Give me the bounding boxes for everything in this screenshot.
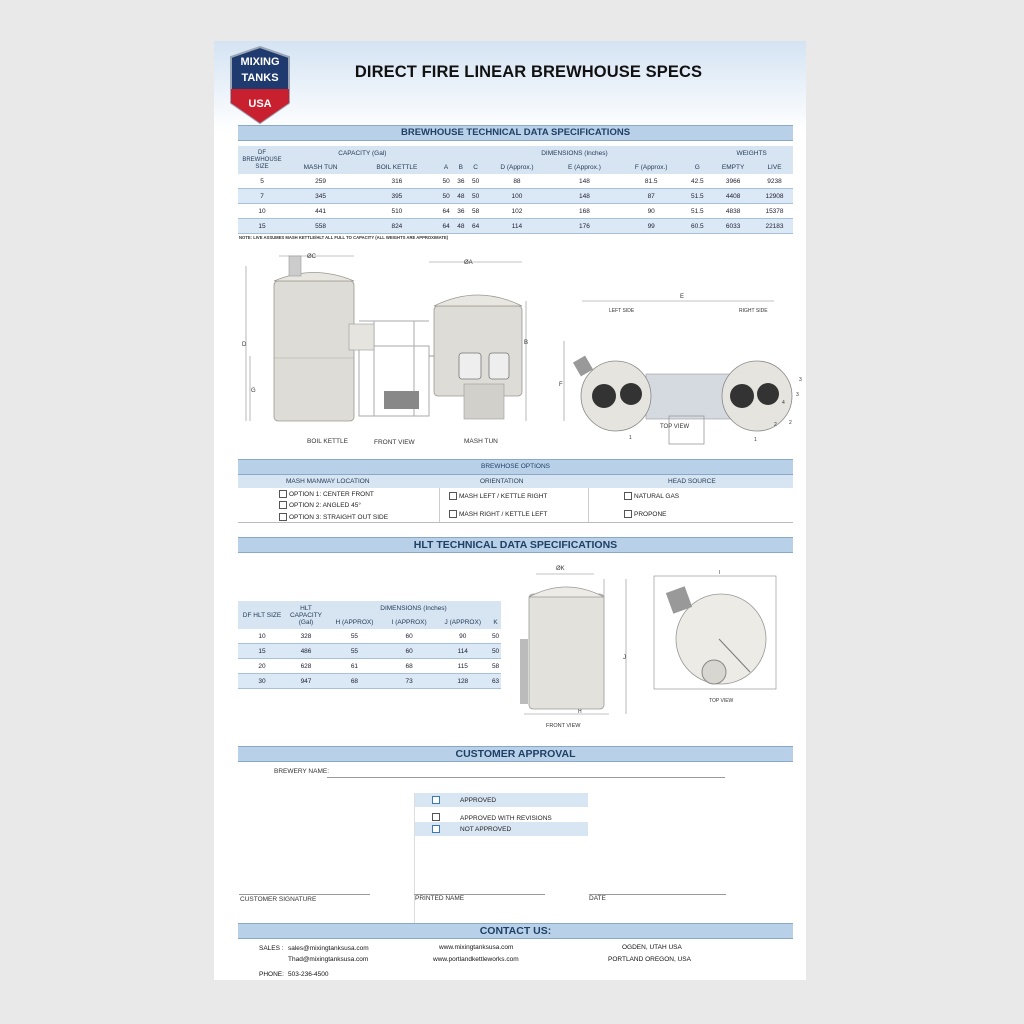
date-line[interactable]: [589, 894, 726, 895]
table-cell: 4838: [710, 204, 756, 219]
not-approved-option[interactable]: NOT APPROVED: [432, 825, 511, 833]
brewhouse-column-header: D (Approx.): [483, 160, 551, 174]
port-4: 4: [782, 400, 785, 406]
heat-option-2[interactable]: PROPONE: [624, 510, 667, 518]
table-cell: 50: [468, 174, 483, 189]
table-cell: 824: [355, 219, 439, 234]
dim-c-label: ØC: [307, 254, 316, 260]
table-cell: 50: [490, 629, 501, 644]
phone-number[interactable]: 503-236-4500: [288, 971, 329, 978]
brewhouse-column-header: MASH TUN: [286, 160, 355, 174]
col-dimensions-group: DIMENSIONS (Inches): [439, 146, 711, 160]
table-cell: 102: [483, 204, 551, 219]
table-cell: 55: [326, 644, 383, 659]
table-cell: 15: [238, 219, 286, 234]
top-view-caption: TOP VIEW: [660, 424, 690, 430]
table-cell: 259: [286, 174, 355, 189]
document-title: DIRECT FIRE LINEAR BREWHOUSE SPECS: [354, 63, 703, 81]
table-row: [238, 659, 501, 674]
dim-e-label: E: [680, 294, 685, 300]
brewhouse-column-header: G: [684, 160, 710, 174]
table-cell: 947: [286, 674, 326, 689]
port-3b: 3: [799, 377, 802, 383]
thad-email[interactable]: Thad@mixingtanksusa.com: [288, 956, 369, 963]
checkbox-icon[interactable]: [279, 501, 287, 509]
table-cell: 63: [490, 674, 501, 689]
brewhouse-column-header: LIVE: [756, 160, 793, 174]
table-cell: 22183: [756, 219, 793, 234]
table-cell: 10: [238, 204, 286, 219]
signature-line[interactable]: [239, 894, 370, 895]
table-cell: 3966: [710, 174, 756, 189]
table-cell: 61: [326, 659, 383, 674]
hlt-column-header: I (APPROX): [383, 615, 436, 629]
table-cell: 55: [326, 629, 383, 644]
checkbox-icon[interactable]: [624, 510, 632, 518]
brewhouse-table: [238, 146, 793, 234]
table-cell: 60.5: [684, 219, 710, 234]
table-cell: 115: [435, 659, 490, 674]
table-cell: 90: [435, 629, 490, 644]
table-cell: 12908: [756, 189, 793, 204]
website-2[interactable]: www.portlandkettleworks.com: [433, 956, 519, 963]
dim-a-label: ØA: [464, 260, 473, 266]
table-cell: 168: [551, 204, 618, 219]
dim-j-label: J: [623, 655, 626, 661]
table-cell: 6033: [710, 219, 756, 234]
logo-line3: USA: [248, 98, 272, 110]
brewhouse-heading: BREWHOUSE TECHNICAL DATA SPECIFICATIONS: [238, 125, 793, 141]
brewhouse-note: NOTE: LIVE ASSUMES MASH KETTLE/HLT ALL FULL TO CAPACITY (ALL WEIGHTS ARE APPROXIMATE): [239, 235, 449, 240]
heat-option-1[interactable]: NATURAL GAS: [624, 492, 679, 500]
table-cell: 73: [383, 674, 436, 689]
brewhouse-column-header: EMPTY: [710, 160, 756, 174]
manway-option-2[interactable]: OPTION 2: ANGLED 45°: [279, 501, 361, 509]
col-hlt-size: DF HLT SIZE: [238, 601, 286, 629]
right-side-caption: RIGHT SIDE: [739, 308, 768, 314]
table-cell: 68: [383, 659, 436, 674]
hlt-drawing: [514, 559, 794, 734]
location-1: OGDEN, UTAH USA: [622, 944, 682, 951]
port-1b: 1: [754, 437, 757, 443]
hlt-top-caption: TOP VIEW: [709, 698, 734, 704]
dim-k-label: ØK: [556, 566, 565, 572]
table-cell: 328: [286, 629, 326, 644]
boil-kettle-caption: BOIL KETTLE: [307, 438, 348, 445]
table-row: [238, 644, 501, 659]
approved-option[interactable]: APPROVED: [432, 796, 496, 804]
table-cell: 20: [238, 659, 286, 674]
table-cell: 50: [439, 174, 454, 189]
dim-h-label: H: [578, 709, 582, 715]
manway-option-3[interactable]: OPTION 3: STRAIGHT OUT SIDE: [279, 513, 388, 521]
col-hlt-capacity: HLT CAPACITY (Gal): [286, 601, 326, 629]
orientation-option-1[interactable]: MASH LEFT / KETTLE RIGHT: [449, 492, 547, 500]
table-cell: 5: [238, 174, 286, 189]
logo-line2: TANKS: [241, 72, 279, 84]
brewhouse-column-header: BOIL KETTLE: [355, 160, 439, 174]
table-cell: 628: [286, 659, 326, 674]
table-cell: 510: [355, 204, 439, 219]
checkbox-icon[interactable]: [279, 490, 287, 498]
table-row: [238, 189, 793, 204]
left-side-caption: LEFT SIDE: [609, 308, 635, 314]
logo-line1: MIXING: [240, 56, 280, 68]
manway-option-1[interactable]: OPTION 1: CENTER FRONT: [279, 490, 374, 498]
checkbox-icon[interactable]: [279, 513, 287, 521]
dim-b-label: B: [524, 340, 529, 346]
sales-label: SALES :: [259, 945, 284, 952]
hlt-table: [238, 601, 501, 689]
brewery-name-field[interactable]: [327, 777, 725, 778]
table-cell: 36: [453, 204, 468, 219]
table-cell: 558: [286, 219, 355, 234]
approved-revisions-option[interactable]: APPROVED WITH REVISIONS: [432, 811, 552, 822]
checkbox-icon[interactable]: [624, 492, 632, 500]
dim-f-label: F: [559, 382, 563, 388]
table-cell: 64: [439, 219, 454, 234]
table-cell: 441: [286, 204, 355, 219]
mash-tun-shape: [434, 306, 522, 396]
hlt-column-header: K: [490, 615, 501, 629]
hlt-column-header: J (APPROX): [435, 615, 490, 629]
table-cell: 486: [286, 644, 326, 659]
brewhouse-drawing: [234, 246, 802, 451]
options-heading: BREWHOSE OPTIONS: [238, 459, 793, 475]
approval-heading: CUSTOMER APPROVAL: [238, 746, 793, 762]
table-cell: 36: [453, 174, 468, 189]
mash-tun-caption: MASH TUN: [464, 438, 498, 445]
table-cell: 15378: [756, 204, 793, 219]
dim-d-label: D: [242, 342, 247, 348]
mixing-tanks-logo: [229, 45, 291, 125]
table-cell: 58: [468, 204, 483, 219]
table-cell: 60: [383, 644, 436, 659]
table-cell: 395: [355, 189, 439, 204]
table-cell: 176: [551, 219, 618, 234]
table-cell: 128: [435, 674, 490, 689]
table-cell: 60: [383, 629, 436, 644]
dim-g-label: G: [251, 388, 256, 394]
table-row: [238, 219, 793, 234]
table-cell: 316: [355, 174, 439, 189]
checkbox-icon[interactable]: [432, 825, 440, 833]
table-cell: 30: [238, 674, 286, 689]
port-2: 2: [774, 422, 777, 428]
checkbox-icon[interactable]: [449, 492, 457, 500]
table-cell: 10: [238, 629, 286, 644]
table-cell: 15: [238, 644, 286, 659]
sales-email[interactable]: sales@mixingtanksusa.com: [288, 945, 369, 952]
table-cell: 87: [618, 189, 684, 204]
brewhouse-column-header: C: [468, 160, 483, 174]
checkbox-icon[interactable]: [432, 796, 440, 804]
table-cell: 42.5: [684, 174, 710, 189]
table-cell: 345: [286, 189, 355, 204]
table-row: [238, 174, 793, 189]
col-brewhouse-size: DF BREWHOUSE SIZE: [238, 146, 286, 174]
table-cell: 50: [468, 189, 483, 204]
brewhouse-column-header: A: [439, 160, 454, 174]
boil-kettle-shape: [274, 281, 354, 421]
table-cell: 64: [439, 204, 454, 219]
checkbox-icon[interactable]: [449, 510, 457, 518]
col-capacity-group: CAPACITY (Gal): [286, 146, 439, 160]
table-cell: 9238: [756, 174, 793, 189]
table-cell: 48: [453, 189, 468, 204]
table-cell: 114: [483, 219, 551, 234]
heat-column: HEAD SOURCE: [668, 478, 716, 485]
website-1[interactable]: www.mixingtanksusa.com: [439, 944, 514, 951]
table-cell: 148: [551, 174, 618, 189]
table-row: [238, 629, 501, 644]
location-2: PORTLAND OREGON, USA: [608, 956, 691, 963]
manway-column: MASH MANWAY LOCATION: [286, 478, 370, 485]
table-cell: 50: [439, 189, 454, 204]
printed-name-label: PRINTED NAME: [415, 895, 465, 902]
table-cell: 51.5: [684, 189, 710, 204]
options-column-header: [238, 475, 793, 488]
hlt-front-caption: FRONT VIEW: [546, 723, 581, 729]
brewhouse-column-header: F (Approx.): [618, 160, 684, 174]
table-cell: 148: [551, 189, 618, 204]
hlt-heading: HLT TECHNICAL DATA SPECIFICATIONS: [238, 537, 793, 553]
table-cell: 4408: [710, 189, 756, 204]
port-1: 1: [629, 435, 632, 441]
port-3: 3: [796, 392, 799, 398]
front-view-caption: FRONT VIEW: [374, 439, 415, 446]
table-cell: 48: [453, 219, 468, 234]
col-hlt-dimensions: DIMENSIONS (Inches): [326, 601, 501, 615]
brewhouse-column-header: B: [453, 160, 468, 174]
checkbox-icon[interactable]: [432, 813, 440, 821]
hlt-column-header: H (APPROX): [326, 615, 383, 629]
dim-i-label: I: [719, 570, 721, 576]
table-cell: 114: [435, 644, 490, 659]
contact-heading: CONTACT US:: [238, 923, 793, 939]
table-cell: 51.5: [684, 204, 710, 219]
table-cell: 58: [490, 659, 501, 674]
brewery-name-label: BREWERY NAME:: [274, 768, 330, 775]
date-label: DATE: [589, 895, 606, 902]
table-cell: 88: [483, 174, 551, 189]
signature-label: CUSTOMER SIGNATURE: [240, 896, 317, 903]
col-weights-group: WEIGHTS: [710, 146, 793, 160]
brewhouse-column-header: E (Approx.): [551, 160, 618, 174]
table-cell: 90: [618, 204, 684, 219]
spec-sheet: [214, 41, 806, 980]
table-cell: 81.5: [618, 174, 684, 189]
table-row: [238, 204, 793, 219]
table-cell: 99: [618, 219, 684, 234]
table-row: [238, 674, 501, 689]
table-cell: 68: [326, 674, 383, 689]
table-cell: 7: [238, 189, 286, 204]
orientation-option-2[interactable]: MASH RIGHT / KETTLE LEFT: [449, 510, 547, 518]
table-cell: 100: [483, 189, 551, 204]
table-cell: 50: [490, 644, 501, 659]
phone-label: PHONE:: [259, 971, 284, 978]
hlt-front-shape: [529, 594, 604, 709]
port-2b: 2: [789, 420, 792, 426]
header-background: [214, 41, 806, 131]
table-cell: 64: [468, 219, 483, 234]
orientation-column: ORIENTATION: [480, 478, 524, 485]
